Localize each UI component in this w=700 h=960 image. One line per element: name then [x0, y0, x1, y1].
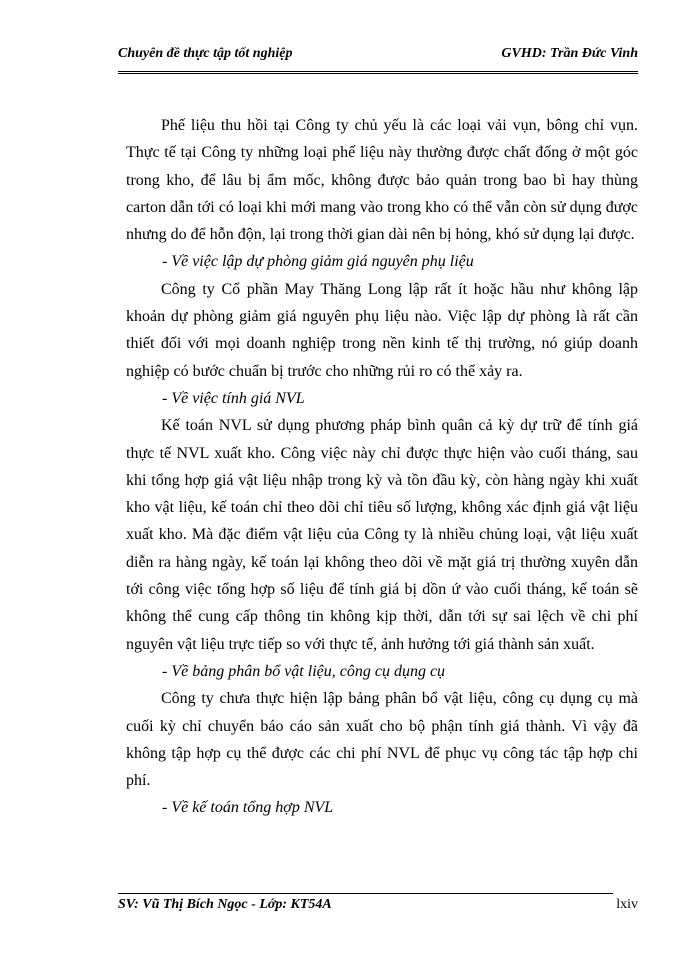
footer-divider — [118, 893, 613, 894]
paragraph-pricing: Kế toán NVL sử dụng phương pháp bình quân cả kỳ dự trữ để tính giá thực tế NVL xuất kho. Công việc này chỉ được thực hiện vào cuối tháng, sau khi tổng hợp giá vật liệu nhập trong kỳ và tồn đầu kỳ, còn hàng ngày khi xuất kho vật liệu, kế toán chỉ theo dõi chỉ tiêu số lượng, không xác định giá vật liệu xuất kho. Mà đặc điểm vật liệu của Công ty là nhiều chủng loại, vật liệu xuất diễn ra hàng ngày, kế toán lại không theo dõi về mặt giá trị thường xuyên dẫn tới công việc tổng hợp số liệu để tính giá bị dồn ứ vào cuối tháng, kế toán sẽ không thể cung cấp thông tin không kịp thời, dẫn tới sự sai lệch về chi phí nguyên vật liệu trực tiếp so với thực tế, ảnh hưởng tới giá thành sản xuất. — [126, 417, 638, 653]
page-header — [118, 46, 638, 68]
header-divider — [118, 71, 638, 74]
heading-provision: - Về việc lập dự phòng giảm giá nguyên phụ liệu — [162, 253, 474, 271]
paragraph-scrap-recovery: Phế liệu thu hồi tại Công ty chủ yếu là các loại vải vụn, bông chỉ vụn. Thực tế tại Công ty những loại phế liệu này thường được chất đống ở một góc trong kho, để lâu bị ẩm mốc, không được bảo quản trong bao bì hay thùng carton dẫn tới có loại khi mới mang vào trong kho có thể vẫn còn sử dụng được nhưng do để hỗn độn, lại trong thời gian dài nên bị hỏng, khó sử dụng lại được. — [126, 117, 638, 244]
header-title: Chuyên đề thực tập tốt nghiệp — [118, 46, 293, 61]
document-body — [126, 112, 638, 822]
paragraph-provision: Công ty Cổ phần May Thăng Long lập rất ít hoặc hầu như không lập khoản dự phòng giảm giá nguyên phụ liệu nào. Việc lập dự phòng là rất cần thiết đối với mọi doanh nghiệp trong nền kinh tế thị trường, nó giúp doanh nghiệp có bước chuẩn bị trước cho những rủi ro có thể xảy ra. — [126, 280, 638, 380]
footer-student: SV: Vũ Thị Bích Ngọc - Lớp: KT54A — [118, 897, 332, 912]
page-number: lxiv — [616, 897, 638, 912]
paragraph-allocation-table: Công ty chưa thực hiện lập bảng phân bổ vật liệu, công cụ dụng cụ mà cuối kỳ chỉ chuyển báo cáo sản xuất cho bộ phận tính giá thành. Vì vậy đã không tập hợp cụ thể được các chi phí NVL để phục vụ công tác tập hợp chi phí. — [126, 690, 638, 790]
header-advisor: GVHD: Trần Đức Vinh — [501, 46, 638, 61]
heading-allocation-table: - Về bảng phân bổ vật liệu, công cụ dụng cụ — [162, 662, 446, 680]
heading-general-accounting: - Về kế toán tổng hợp NVL — [162, 799, 334, 817]
heading-pricing: - Về việc tính giá NVL — [162, 389, 305, 407]
